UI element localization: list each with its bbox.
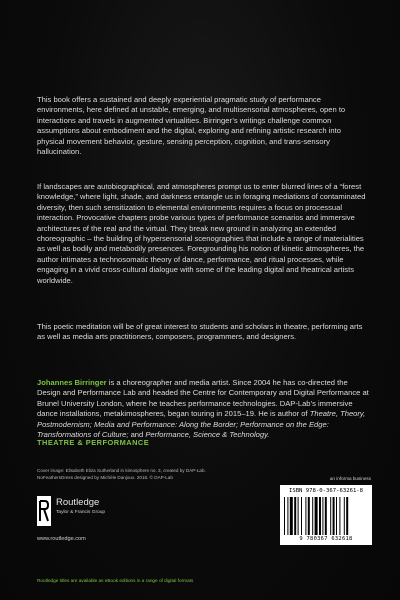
routledge-r-icon	[37, 496, 51, 526]
barcode-bar	[346, 497, 348, 535]
barcode-bar	[298, 497, 299, 535]
publisher-group: Taylor & Francis Group	[56, 510, 106, 515]
barcode-bar	[325, 497, 327, 535]
author-bio-text-2: and	[128, 430, 146, 440]
barcode-icon	[284, 497, 368, 535]
barcode-bar	[284, 497, 285, 535]
barcode-bar	[308, 497, 310, 535]
barcode-bar	[344, 497, 345, 535]
barcode-bar	[339, 497, 340, 535]
author-name: Johannes Birringer	[37, 378, 107, 387]
author-bio	[37, 378, 371, 440]
barcode-bar	[290, 497, 293, 535]
cover-credits-line-1: Cover image: Elisabeth Eliza Sutherland in kimosphere no. 3, created by DAP-Lab.	[37, 468, 206, 473]
barcode-bar	[319, 497, 321, 535]
isbn-label: ISBN 978-0-367-63261-8	[288, 488, 364, 494]
barcode-bar	[333, 497, 335, 535]
barcode-bar	[330, 497, 331, 535]
barcode-bar	[301, 497, 302, 535]
barcode-bar	[315, 497, 318, 535]
description-paragraph-3: This poetic meditation will be of great interest to students and scholars in theatre, performing arts as well as media arts practitioners, composers, programmers, and designers.	[37, 322, 363, 342]
subject-category: THEATRE & PERFORMANCE	[37, 438, 150, 447]
description-paragraph-2: If landscapes are autobiographical, and atmospheres prompt us to enter blurred lines of a “forest knowledge,” where light, shade, and darkness entangle us in foraging mediations of contaminated diversity, then such sensitization to elemental environments requires a focus on processual interaction. Provocative chapters probe various types of performance scenarios and immersive architectures of the real and the virtual. They break new ground in analyzing an extended choreographic – the building of hypersensorial scenographies that include a range of materialities as well as bodily and metabodily presences. Foregrounding his notion of kinetic atmospheres, the author intimates a technosomatic theory of dance, performance, and ritual processes, while engaging in a vivid cross-cultural dialogue with some of the leading digital and theatrical artists worldwide.	[37, 182, 366, 285]
author-books-2: Performance, Science & Technology.	[145, 430, 270, 440]
barcode-bar	[294, 497, 296, 535]
barcode-bar	[287, 497, 288, 535]
cover-credits	[37, 468, 267, 481]
publisher-website: www.routledge.com	[37, 536, 86, 542]
barcode-bar	[305, 497, 306, 535]
publisher-name: Routledge	[56, 497, 100, 508]
author-bio-text-1: is a choreographer and media artist. Since 2004 he has co-directed the Design and Performance Lab and headed the Centre for Contemporary and Digital Performance at Brunel University London, where he teaches performance technologies. DAP-Lab’s immersive dance installations, metakimospheres, began touring in 2015–19. He is author of	[37, 378, 369, 419]
barcode-digits: 9 780367 632618	[299, 536, 353, 542]
barcode-bar	[336, 497, 337, 535]
cover-credits-line-2: NoFeathersDress designed by Michèle Danjoux. 2016. © DAP-Lab	[37, 474, 173, 480]
isbn-number	[280, 488, 372, 494]
author-books-1: Theatre, Theory, Postmodernism; Media and Performance: Along the Border; Performance on the Edge: Transformations of Culture;	[37, 409, 366, 440]
ebook-note: Routledge titles are available as eBook editions in a range of digital formats	[37, 578, 194, 583]
description-paragraph-1: This book offers a sustained and deeply experiential pragmatic study of performance environments, here defined at unstable, emerging, and multisensorial atmospheres, open to interactions and travels in augmented virtualities. Birringer’s writings challenge common assumptions about embodiment and the digital, exploring and refining artistic research into physical movement behavior, gesture, sensing perception, cognition, and trans-sensory hallucination.	[37, 95, 346, 157]
isbn-barcode	[280, 485, 372, 545]
barcode-bar	[312, 497, 313, 535]
informa-label: an informa business	[329, 476, 371, 481]
barcode-bar	[322, 497, 323, 535]
routledge-logo	[37, 494, 157, 534]
